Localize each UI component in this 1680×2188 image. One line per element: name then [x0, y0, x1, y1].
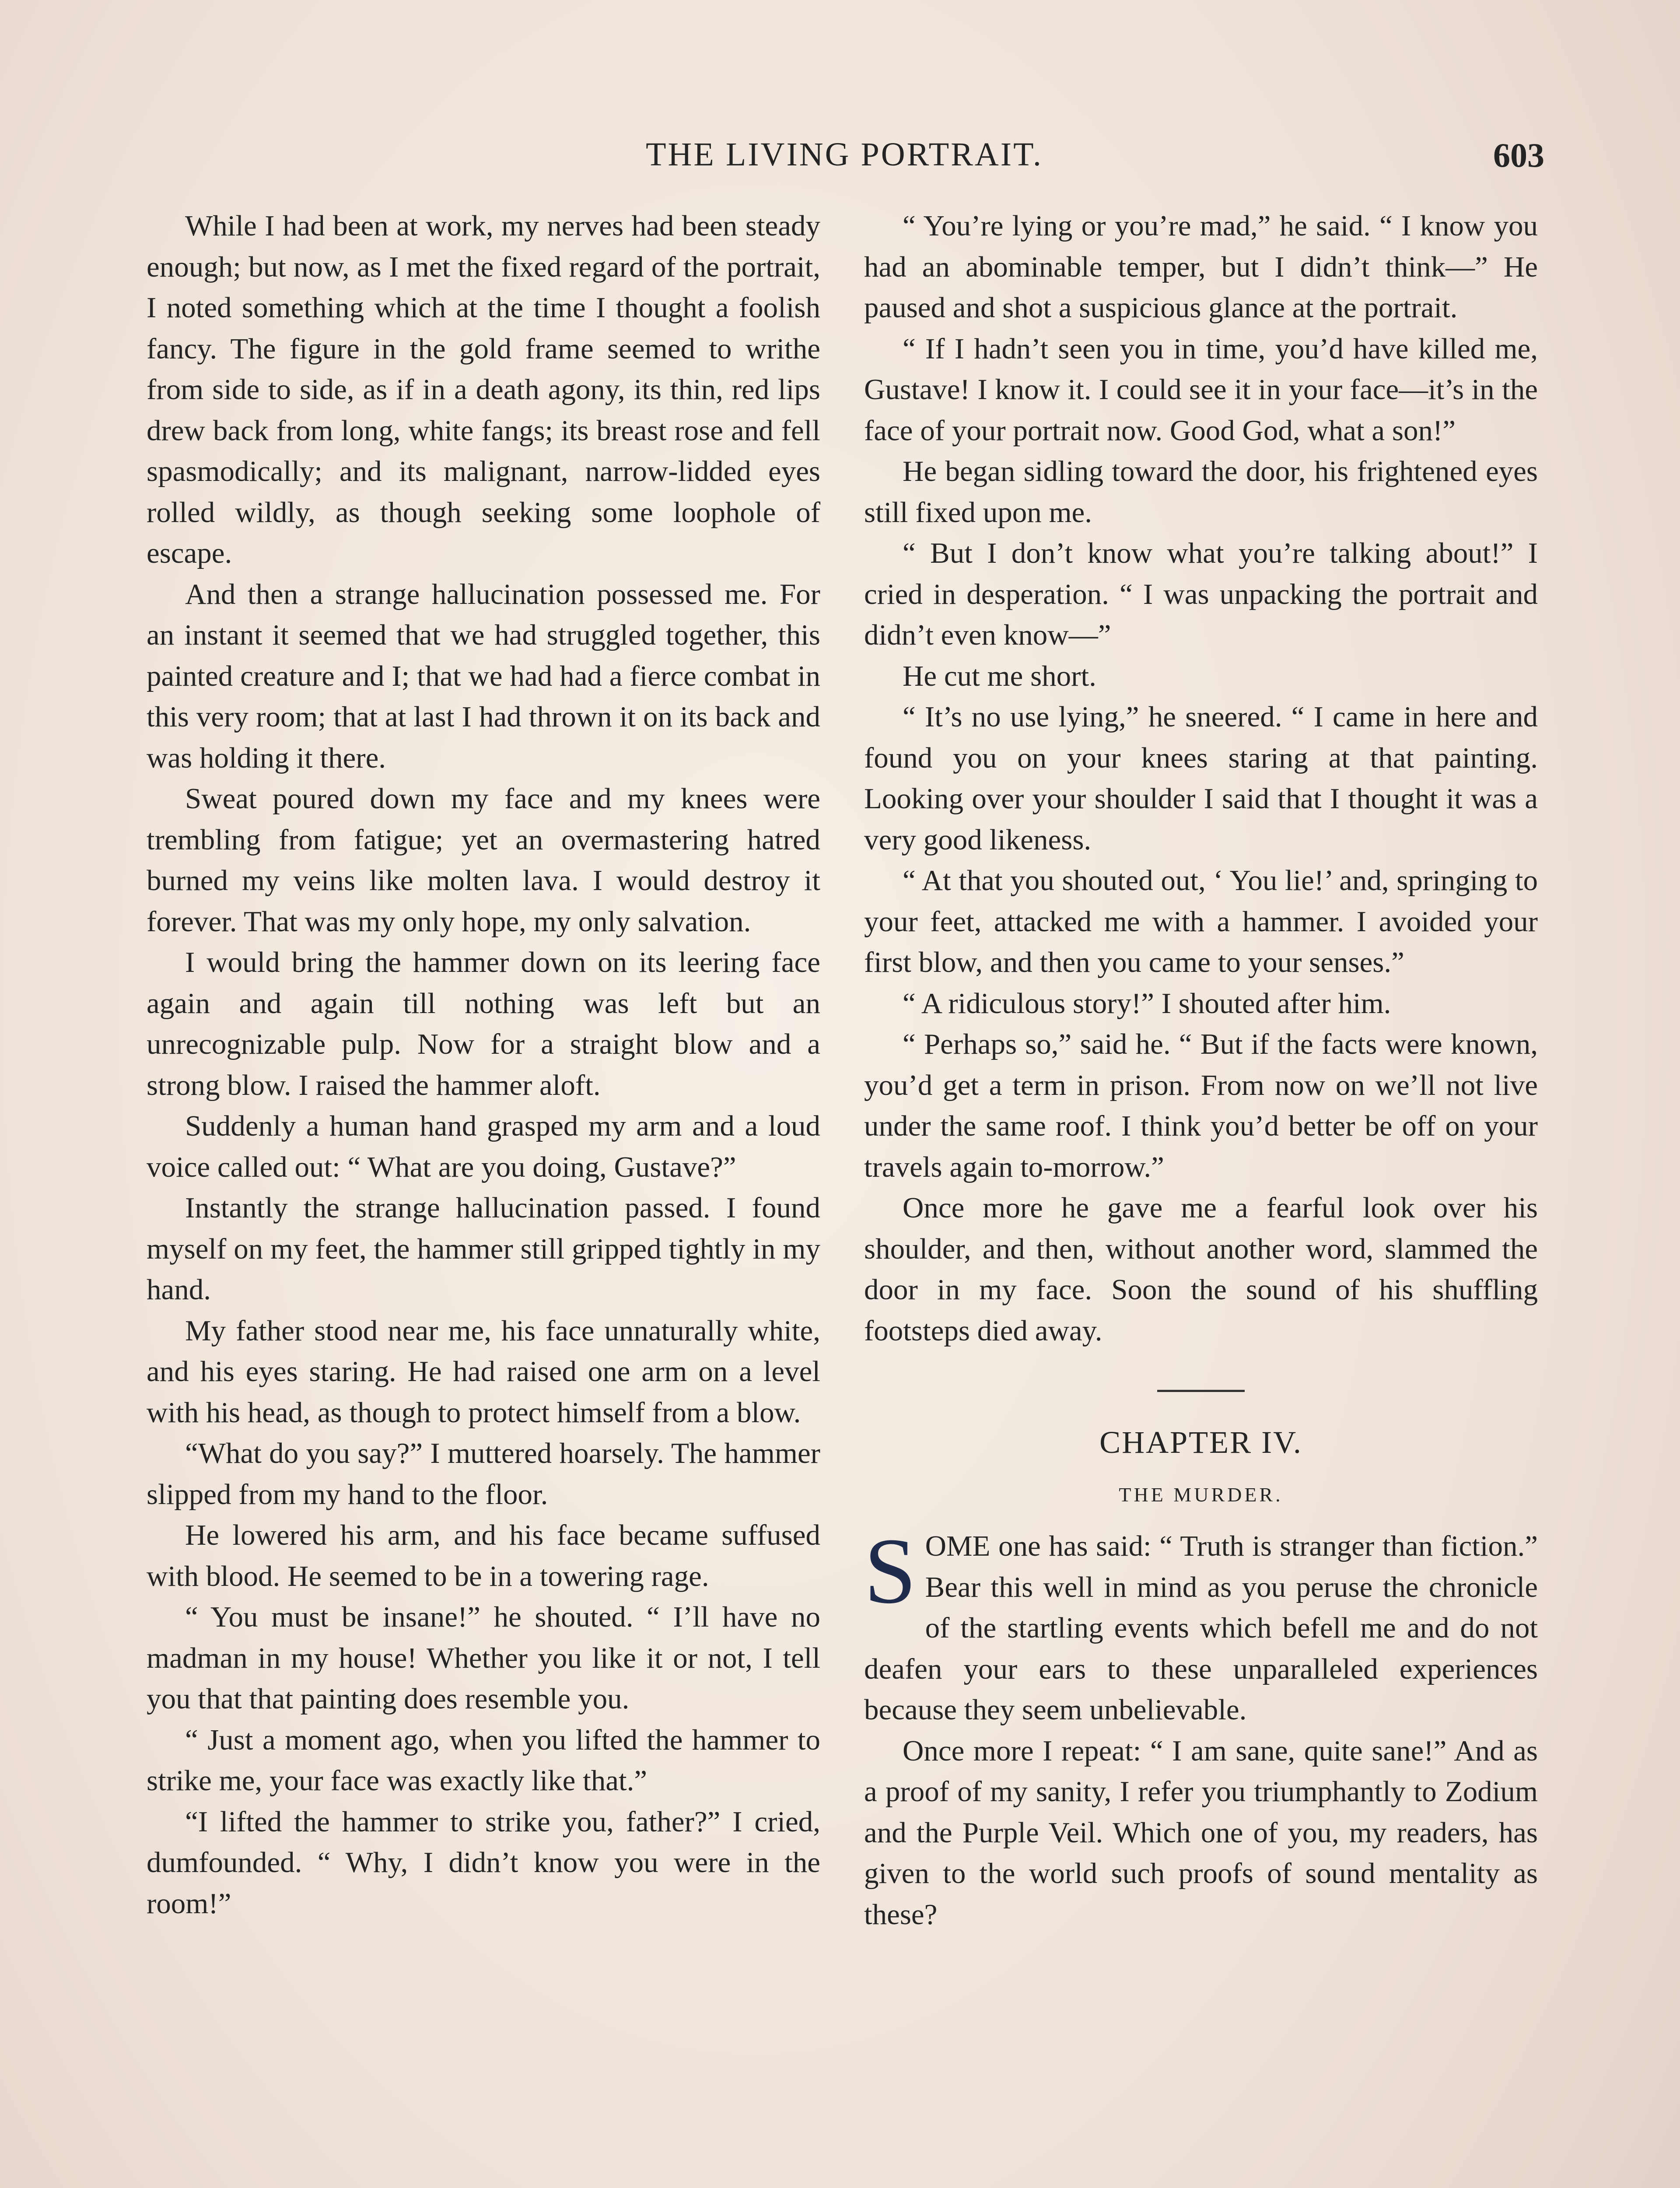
paragraph-text: OME one has said: “ Truth is stranger than fiction.” Bear this well in mind as you peruse the chronicle of the startling events which befell me and do not deafen your ears to these unparalleled experiences because they seem unbelievable. [864, 1530, 1538, 1726]
chapter-subtitle: THE MURDER. [1119, 1483, 1283, 1506]
paragraph: Once more I repeat: “ I am sane, quite sane!” And as a proof of my sanity, I refer you triumphantly to Zodium and the Purple Veil. Which one of you, my readers, has given to the world such proofs of sound mentality as these? [864, 1734, 1538, 1931]
right-column [864, 206, 1538, 1935]
paragraph: He began sidling toward the door, his frightened eyes still fixed upon me. [864, 455, 1538, 529]
paragraph: Sweat poured down my face and my knees were trembling from fatigue; yet an overmastering hatred burned my veins like molten lava. I would destroy it forever. That was my only hope, my only salvation. [147, 782, 820, 938]
paragraph: Suddenly a human hand grasped my arm and a loud voice called out: “ What are you doing, Gustave?” [147, 1110, 820, 1183]
paragraph: “ But I don’t know what you’re talking about!” I cried in desperation. “ I was unpacking the portrait and didn’t even know—” [864, 537, 1538, 651]
paragraph: “ It’s no use lying,” he sneered. “ I came in here and found you on your knees staring at that painting. Looking over your shoulder I said that I thought it was a very good likeness. [864, 701, 1538, 856]
paragraph: “ You’re lying or you’re mad,” he said. “ I know you had an abominable temper, but I didn’t think—” He paused and shot a suspicious glance at the portrait. [864, 210, 1538, 324]
paragraph: “ If I hadn’t seen you in time, you’d have killed me, Gustave! I know it. I could see it in your face—it’s in the face of your portrait now. Good God, what a son!” [864, 332, 1538, 447]
paragraph: He cut me short. [903, 659, 1096, 692]
paragraph: Instantly the strange hallucination passed. I found myself on my feet, the hammer still gripped tightly in my hand. [147, 1192, 820, 1306]
paragraph: While I had been at work, my nerves had been steady enough; but now, as I met the fixed regard of the portrait, I noted something which at the time I thought a foolish fancy. The figure in the gold frame seemed to writhe from side to side, as if in a death agony, its thin, red lips drew back from long, white fangs; its breast rose and fell spasmodically; and its malignant, narrow-lidded eyes rolled wildly, as though seeking some loophole of escape. [147, 210, 820, 569]
paragraph: “ Perhaps so,” said he. “ But if the facts were known, you’d get a term in prison. From now on we’ll not live under the same roof. I think you’d better be off on your travels again to-morrow.” [864, 1028, 1538, 1183]
drop-cap: S [864, 1518, 917, 1623]
paragraph: Once more he gave me a fearful look over his shoulder, and then, without another word, slammed the door in my face. Soon the sound of his shuffling footsteps died away. [864, 1192, 1538, 1347]
section-divider [1157, 1390, 1245, 1392]
paragraph: “ A ridiculous story!” I shouted after him. [903, 987, 1391, 1020]
paragraph: “ At that you shouted out, ‘ You lie!’ and, springing to your feet, attacked me with a hammer. I avoided your first blow, and then you came to your senses.” [864, 864, 1538, 978]
paragraph: My father stood near me, his face unnaturally white, and his eyes staring. He had raised one arm on a level with his head, as though to protect himself from a blow. [147, 1314, 820, 1429]
running-head [144, 127, 1544, 184]
paragraph: And then a strange hallucination possessed me. For an instant it seemed that we had struggled together, this painted creature and I; that we had had a fierce combat in this very room; that at last I had thrown it on its back and was holding it there. [147, 578, 820, 774]
chapter-heading: CHAPTER IV. [1099, 1425, 1302, 1460]
paragraph: I would bring the hammer down on its leering face again and again till nothing was left but an unrecognizable pulp. Now for a straight blow and a strong blow. I raised the hammer aloft. [147, 946, 820, 1101]
paragraph: “ Just a moment ago, when you lifted the hammer to strike me, your face was exactly like that.” [147, 1723, 820, 1797]
running-title: THE LIVING PORTRAIT. [646, 136, 1043, 173]
page-number: 603 [1493, 136, 1544, 174]
chapter-opening-paragraph [864, 1518, 1538, 1731]
paragraph: He lowered his arm, and his face became suffused with blood. He seemed to be in a towering rage. [147, 1519, 820, 1592]
left-column [147, 206, 820, 1924]
paragraph: “What do you say?” I muttered hoarsely. The hammer slipped from my hand to the floor. [147, 1437, 820, 1511]
paragraph: “I lifted the hammer to strike you, father?” I cried, dumfounded. “ Why, I didn’t know you were in the room!” [147, 1805, 820, 1920]
paragraph: “ You must be insane!” he shouted. “ I’ll have no madman in my house! Whether you like it or not, I tell you that that painting does resemble you. [147, 1601, 820, 1715]
